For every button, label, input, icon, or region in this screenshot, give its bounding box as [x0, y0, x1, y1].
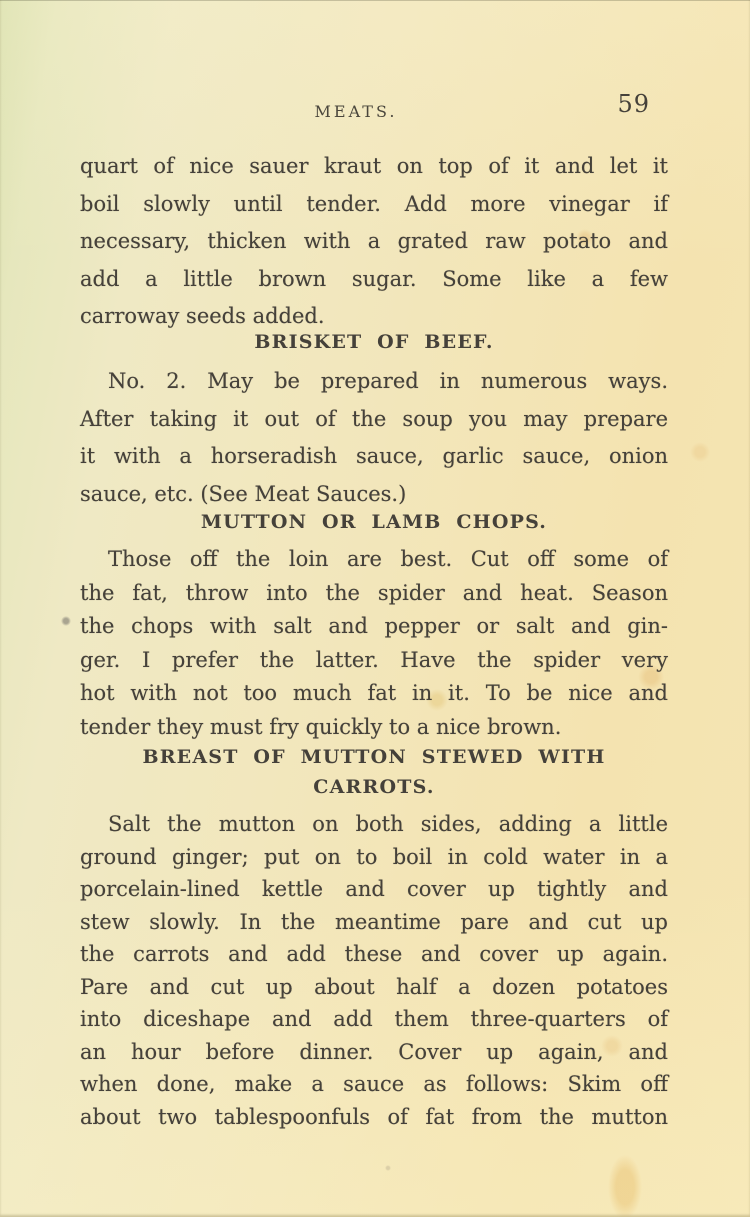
text-line: Salt the mutton on both sides, adding a little — [108, 812, 668, 836]
text-line: carroway seeds added. — [80, 304, 325, 328]
recipe-paragraph — [80, 543, 668, 744]
text-line: Pare and cut up about half a dozen potatoes — [80, 974, 668, 999]
text-line: Those off the loin are best. Cut off some of — [108, 547, 668, 571]
text-line: After taking it out of the soup you may prepare — [80, 406, 668, 431]
text-line: add a little brown sugar. Some like a few — [80, 266, 668, 291]
recipe-heading: BREAST OF MUTTON STEWED WITH CARROTS. — [142, 746, 606, 798]
recipe-heading: MUTTON OR LAMB CHOPS. — [200, 511, 548, 533]
recipe-heading: BRISKET OF BEEF. — [254, 331, 494, 353]
text-line: the chops with salt and pepper or salt and gin- — [80, 614, 668, 638]
recipe-section — [80, 507, 668, 744]
text-line: ger. I prefer the latter. Have the spider very — [80, 647, 668, 672]
text-line: the fat, throw into the spider and heat. Season — [80, 580, 668, 605]
recipe-paragraph — [80, 363, 668, 513]
text-line: into diceshape and add them three-quarters of — [80, 1007, 668, 1031]
text-line: tender they must fry quickly to a nice brown. — [80, 714, 562, 739]
text-line: necessary, thicken with a grated raw potato and — [80, 229, 668, 253]
recipe-paragraph — [80, 808, 668, 1133]
text-line: porcelain-lined kettle and cover up tightly and — [80, 877, 668, 901]
text-line: hot with not too much fat in it. To be nice and — [80, 681, 668, 705]
text-line: about two tablespoonfuls of fat from the mutton — [80, 1104, 668, 1129]
recipe-section — [80, 742, 668, 1133]
recipe-section — [80, 327, 668, 513]
text-line: No. 2. May be prepared in numerous ways. — [108, 369, 668, 393]
chapter-title: MEATS. — [314, 102, 398, 121]
text-line: stew slowly. In the meantime pare and cut up — [80, 909, 668, 934]
text-line: the carrots and add these and cover up again. — [80, 942, 668, 966]
text-line: it with a horseradish sauce, garlic sauce, onion — [80, 444, 668, 468]
page-number: 59 — [617, 90, 650, 118]
text-line: ground ginger; put on to boil in cold water in a — [80, 844, 668, 869]
text-line: quart of nice sauer kraut on top of it and let it — [80, 154, 668, 178]
text-line: when done, make a sauce as follows: Skim off — [80, 1072, 668, 1096]
text-line: boil slowly until tender. Add more vinegar if — [80, 191, 668, 216]
text-line: an hour before dinner. Cover up again, and — [80, 1039, 668, 1064]
recipe-paragraph — [80, 148, 668, 336]
continuation-section — [80, 148, 668, 336]
text-line: sauce, etc. (See Meat Sauces.) — [80, 481, 407, 506]
